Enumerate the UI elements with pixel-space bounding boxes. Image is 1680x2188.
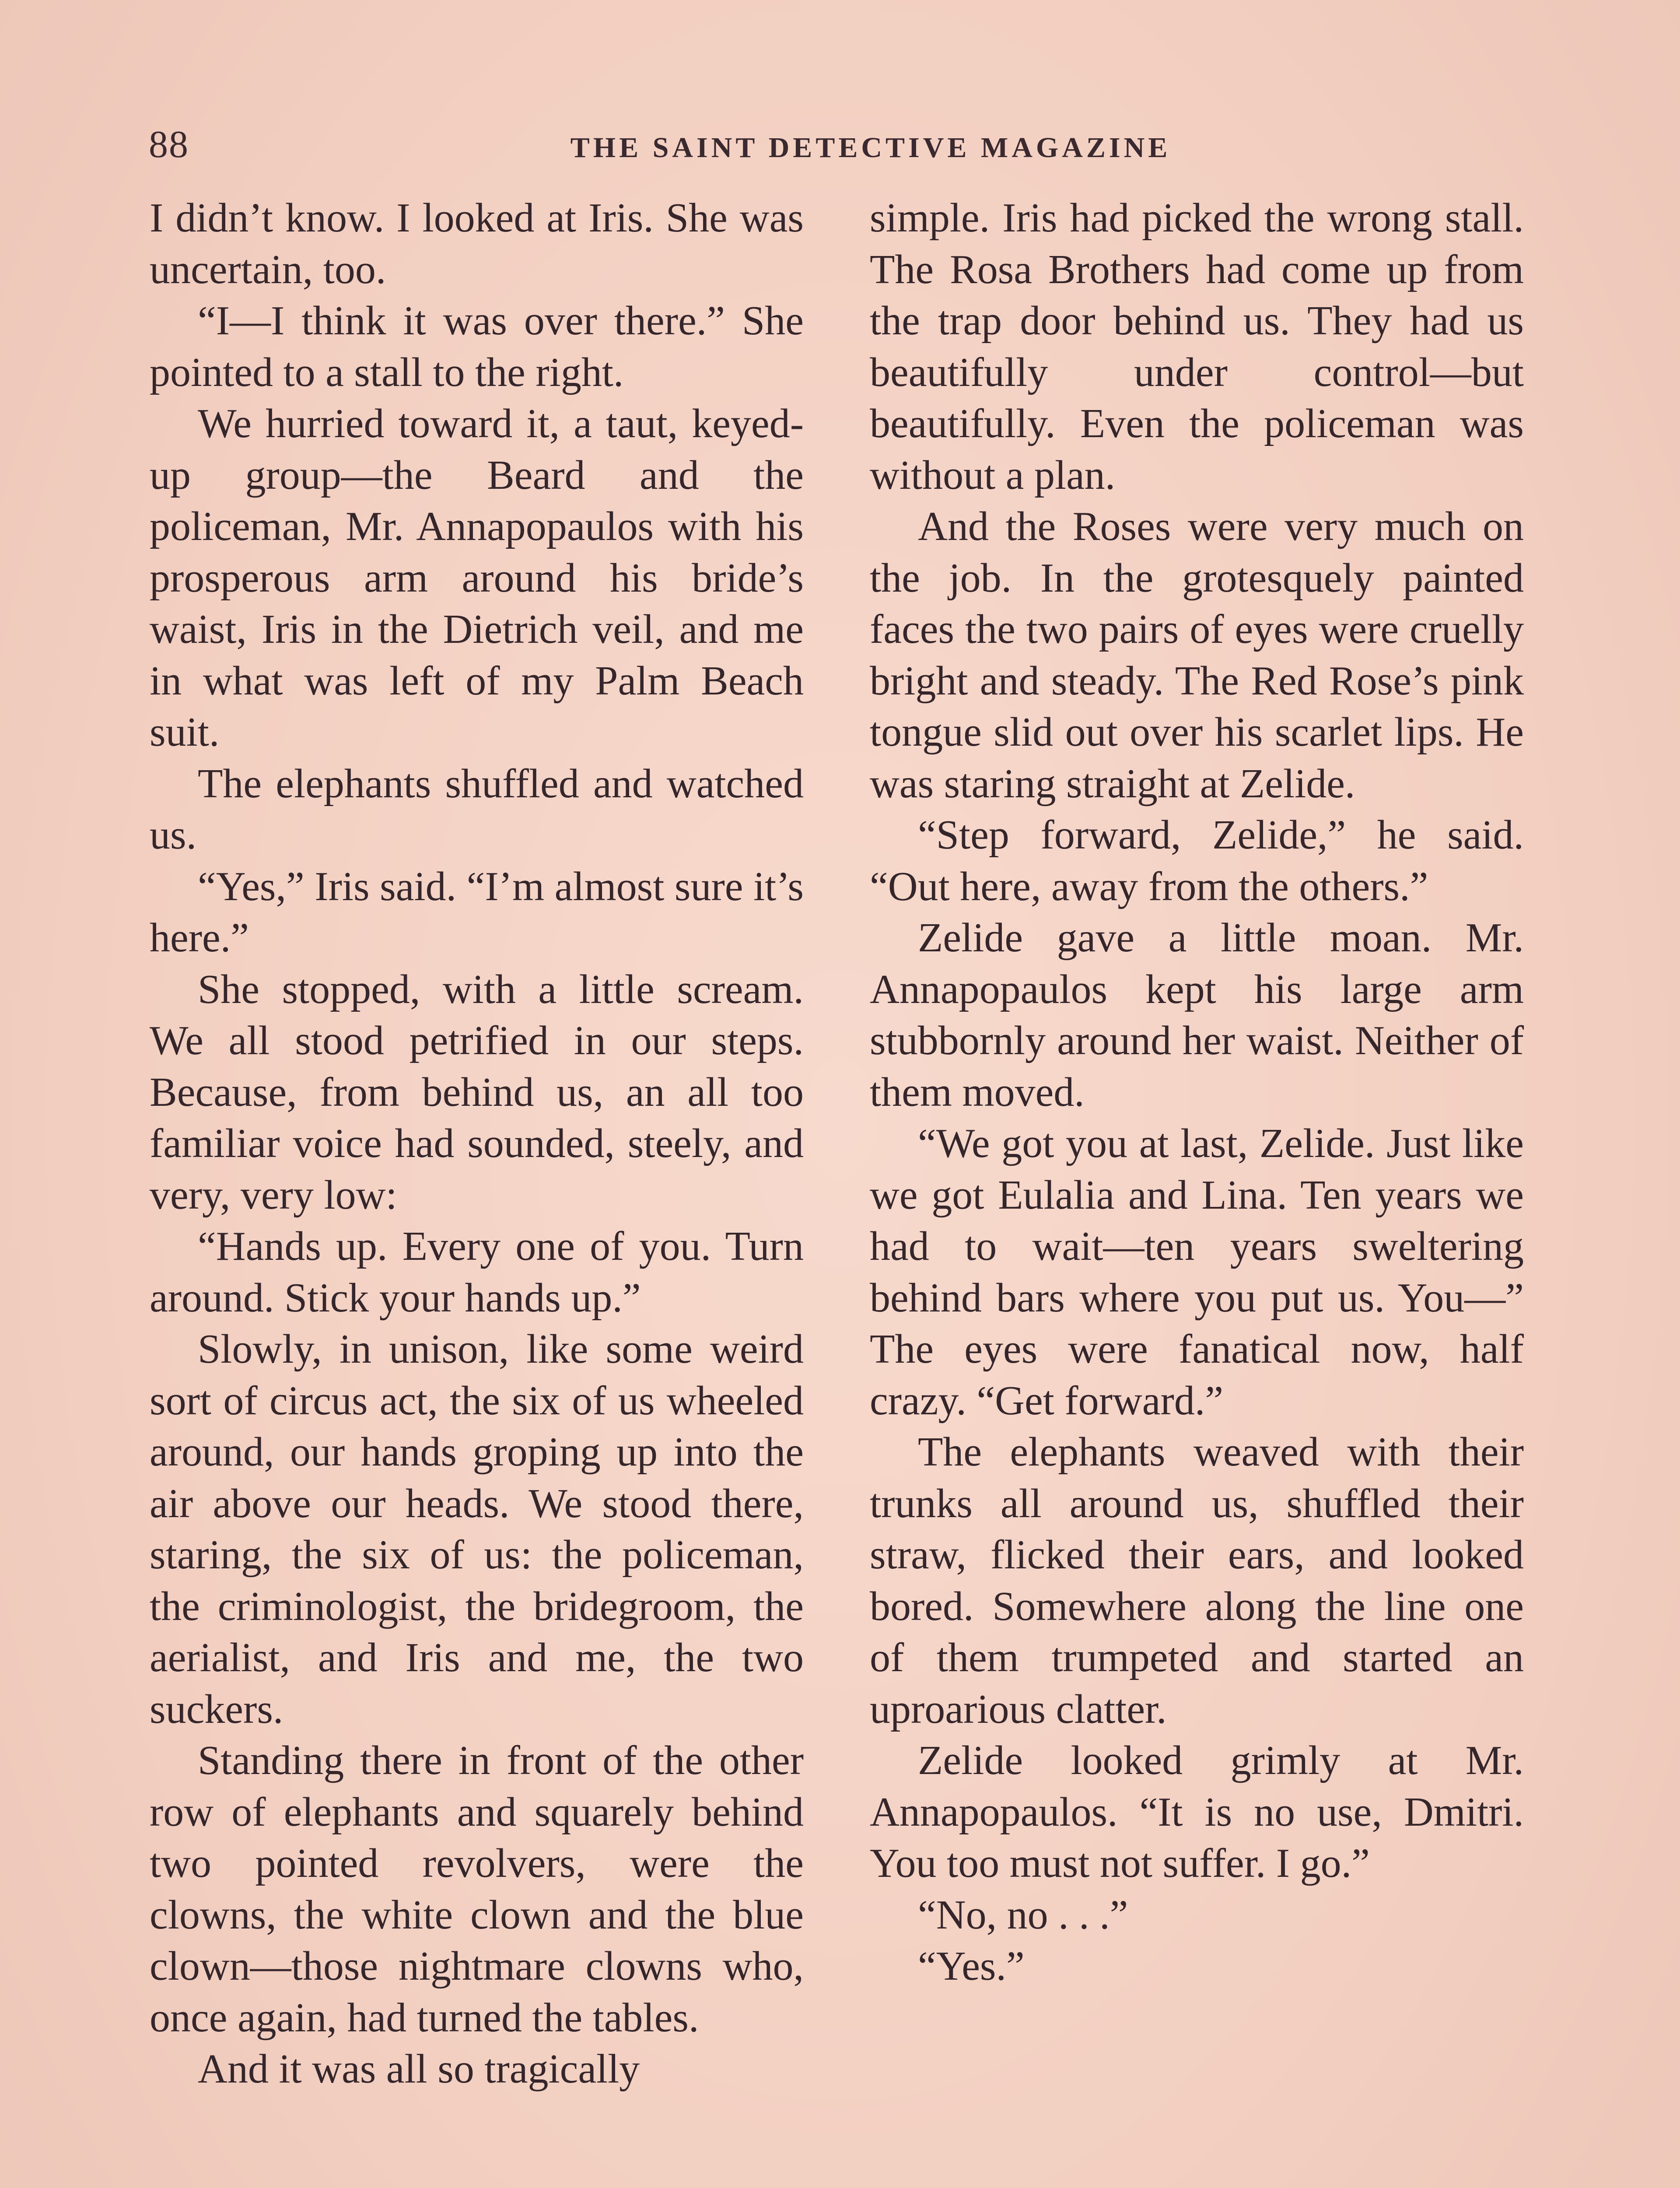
paragraph: Zelide gave a little moan. Mr. Annapopaulos kept his large arm stubbornly around her waist. Neither of them moved.	[870, 915, 1524, 1115]
paragraph: “Yes,” Iris said. “I’m almost sure it’s here.”	[150, 863, 804, 961]
paragraph: She stopped, with a little scream. We all stood petrified in our steps. Because, from behind us, an all too familiar voice had sounded, steely, and very, very low:	[150, 966, 804, 1218]
page-number: 88	[149, 123, 189, 166]
paragraph: simple. Iris had picked the wrong stall. The Rosa Brothers had come up from the trap door behind us. They had us beautifully under control—but beautifully. Even the policeman was without a plan.	[870, 195, 1524, 498]
paragraph: And it was all so tragically	[198, 2046, 640, 2092]
paragraph: “We got you at last, Zelide. Just like we got Eulalia and Lina. Ten years we had to wait—ten years sweltering behind bars where you put us. You—” The eyes were fanatical now, half crazy. “Get forward.”	[870, 1121, 1524, 1424]
paragraph: Zelide looked grimly at Mr. Annapopaulos. “It is no use, Dmitri. You too must not suffer. I go.”	[870, 1738, 1524, 1886]
right-column	[870, 193, 1524, 1992]
left-column	[150, 193, 804, 2095]
paragraph: “I—I think it was over there.” She pointed to a stall to the right.	[150, 298, 804, 395]
paragraph: We hurried toward it, a taut, keyed-up group—the Beard and the policeman, Mr. Annapopaulos with his prosperous arm around his bride’s waist, Iris in the Dietrich veil, and me in what was left of my Palm Beach suit.	[150, 401, 804, 755]
paragraph: And the Roses were very much on the job. In the grotesquely painted faces the two pairs of eyes were cruelly bright and steady. The Red Rose’s pink tongue slid out over his scarlet lips. He was staring straight at Zelide.	[870, 504, 1524, 806]
paragraph: “Hands up. Every one of you. Turn around. Stick your hands up.”	[150, 1224, 804, 1321]
paragraph: Slowly, in unison, like some weird sort of circus act, the six of us wheeled around, our hands groping up into the air above our heads. We stood there, staring, the six of us: the policeman, the criminologist, the bridegroom, the aerialist, and Iris and me, the two suckers.	[150, 1326, 804, 1732]
paragraph: The elephants weaved with their trunks all around us, shuffled their straw, flicked their ears, and looked bored. Somewhere along the line one of them trumpeted and started an uproarious clatter.	[870, 1429, 1524, 1732]
paragraph: “No, no . . .”	[918, 1892, 1128, 1938]
running-head: THE SAINT DETECTIVE MAGAZINE	[570, 132, 1171, 164]
paragraph: “Step forward, Zelide,” he said. “Out here, away from the others.”	[870, 812, 1524, 909]
paragraph: The elephants shuffled and watched us.	[150, 761, 804, 858]
paragraph: “Yes.”	[918, 1943, 1025, 1989]
paragraph: I didn’t know. I looked at Iris. She was uncertain, too.	[150, 195, 804, 292]
paragraph: Standing there in front of the other row of elephants and squarely behind two pointed revolvers, were the clowns, the white clown and the blue clown—those nightmare clowns who, once again, had turned the tables.	[150, 1738, 804, 2041]
